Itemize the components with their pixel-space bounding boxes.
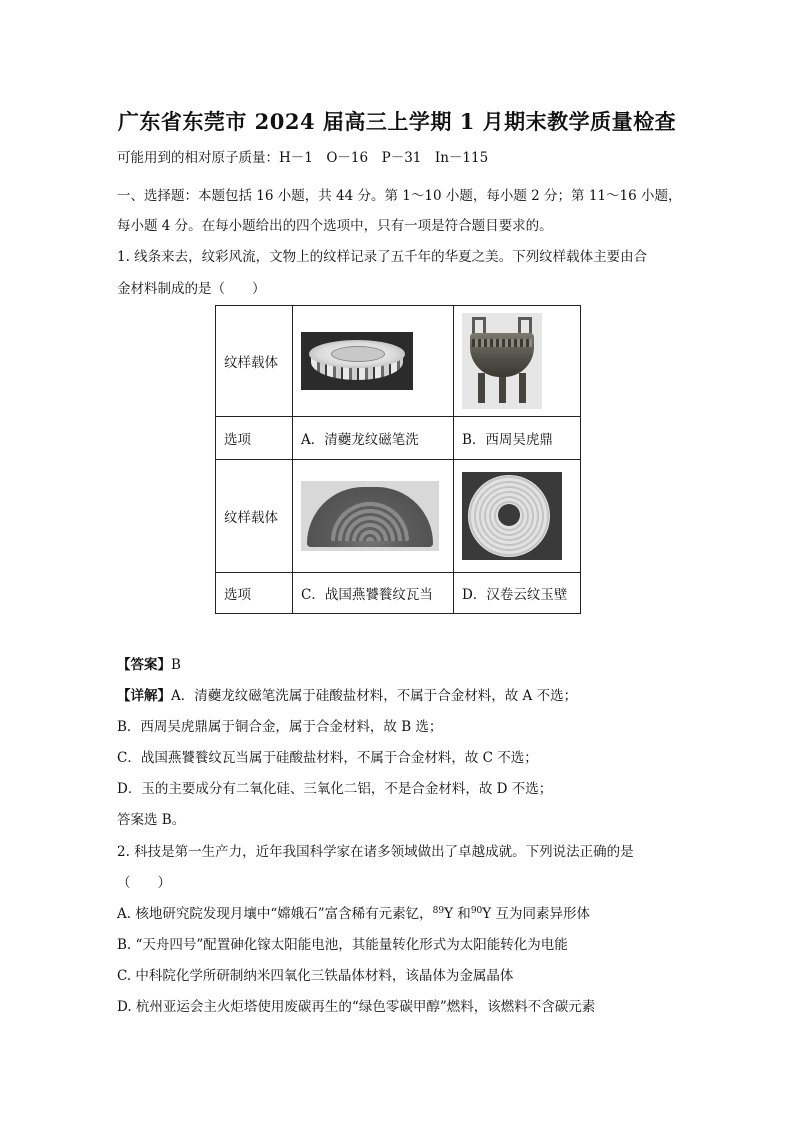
- row-label-option: 选项: [216, 417, 293, 460]
- q1-detail-d: D．玉的主要成分有二氧化硅、三氧化二铝，不是合金材料，故 D 不选；: [117, 781, 553, 797]
- row-label-carrier: 纹样载体: [216, 460, 293, 573]
- q2-option-b: B. “天舟四号”配置砷化镓太阳能电池，其能量转化形式为太阳能转化为电能: [117, 937, 568, 953]
- mass-number-89: 89: [432, 906, 445, 916]
- q2-option-a-mid: Y 和: [444, 906, 471, 922]
- q2-stem-line2: （ ）: [117, 875, 171, 891]
- q1-stem-line2: 金材料制成的是（ ）: [117, 281, 266, 297]
- q2-option-a-post: Y 互为同素异形体: [482, 906, 590, 922]
- image-cell-d: [454, 460, 581, 573]
- image-cell-a: [293, 306, 454, 417]
- table-row: [216, 460, 581, 573]
- answer-value: B: [171, 657, 181, 673]
- mass-number-90: 90: [470, 906, 483, 916]
- jade-bi-image: [462, 472, 562, 560]
- q2-option-a: [117, 904, 590, 924]
- section1-line1: 一、选择题：本题包括 16 小题，共 44 分。第 1～10 小题，每小题 2 分；第 11～16 小题，: [117, 188, 682, 204]
- section1-line2: 每小题 4 分。在每小题给出的四个选项中，只有一项是符合题目要求的。: [117, 218, 553, 234]
- q1-stem-line1: 1. 线条来去，纹彩风流，文物上的纹样记录了五千年的华夏之美。下列纹样载体主要由合: [117, 249, 648, 265]
- table-row: [216, 306, 581, 417]
- atomic-masses-line: [117, 148, 488, 168]
- table-row: [216, 573, 581, 614]
- option-b-label: B．西周吴虎鼎: [454, 417, 581, 460]
- image-cell-c: [293, 460, 454, 573]
- atomic-masses-values: H－1 O－16 P－31 In－115: [279, 150, 489, 166]
- q2-option-d: D. 杭州亚运会主火炬塔使用废碳再生的“绿色零碳甲醇”燃料，该燃料不含碳元素: [117, 999, 596, 1015]
- q1-detail-a: [117, 686, 577, 706]
- brush-washer-image: [301, 332, 413, 390]
- q1-answer: [117, 655, 181, 675]
- answer-label: 【答案】: [117, 657, 171, 673]
- eave-tile-image: [301, 481, 439, 551]
- row-label-option: 选项: [216, 573, 293, 614]
- image-cell-b: [454, 306, 581, 417]
- q1-options-table: [215, 305, 581, 614]
- detail-a-text: A．清蘷龙纹磁笔洗属于硅酸盐材料，不属于合金材料，故 A 不选；: [171, 688, 578, 704]
- detail-label: 【详解】: [117, 688, 171, 704]
- q2-stem-line1: 2. 科技是第一生产力，近年我国科学家在诸多领域做出了卓越成就。下列说法正确的是: [117, 844, 634, 860]
- option-c-label: C．战国燕饕餮纹瓦当: [293, 573, 454, 614]
- q1-detail-c: C．战国燕饕餮纹瓦当属于硅酸盐材料，不属于合金材料，故 C 不选；: [117, 750, 538, 766]
- table-row: [216, 417, 581, 460]
- q1-conclusion: 答案选 B。: [117, 812, 186, 828]
- q2-option-a-pre: A. 核地研究院发现月壤中“嫦娥石”富含稀有元素钇，: [117, 906, 433, 922]
- option-a-label: A．清蘷龙纹磁笔洗: [293, 417, 454, 460]
- q1-detail-b: B．西周吴虎鼎属于铜合金，属于合金材料，故 B 选；: [117, 719, 443, 735]
- page-title: 广东省东莞市 2024 届高三上学期 1 月期末教学质量检查: [117, 109, 677, 134]
- bronze-ding-image: [462, 313, 542, 409]
- option-d-label: D．汉卷云纹玉壁: [454, 573, 581, 614]
- q2-option-c: C. 中科院化学所研制纳米四氧化三铁晶体材料，该晶体为金属晶体: [117, 968, 514, 984]
- atomic-masses-label: 可能用到的相对原子质量：: [117, 150, 279, 166]
- row-label-carrier: 纹样载体: [216, 306, 293, 417]
